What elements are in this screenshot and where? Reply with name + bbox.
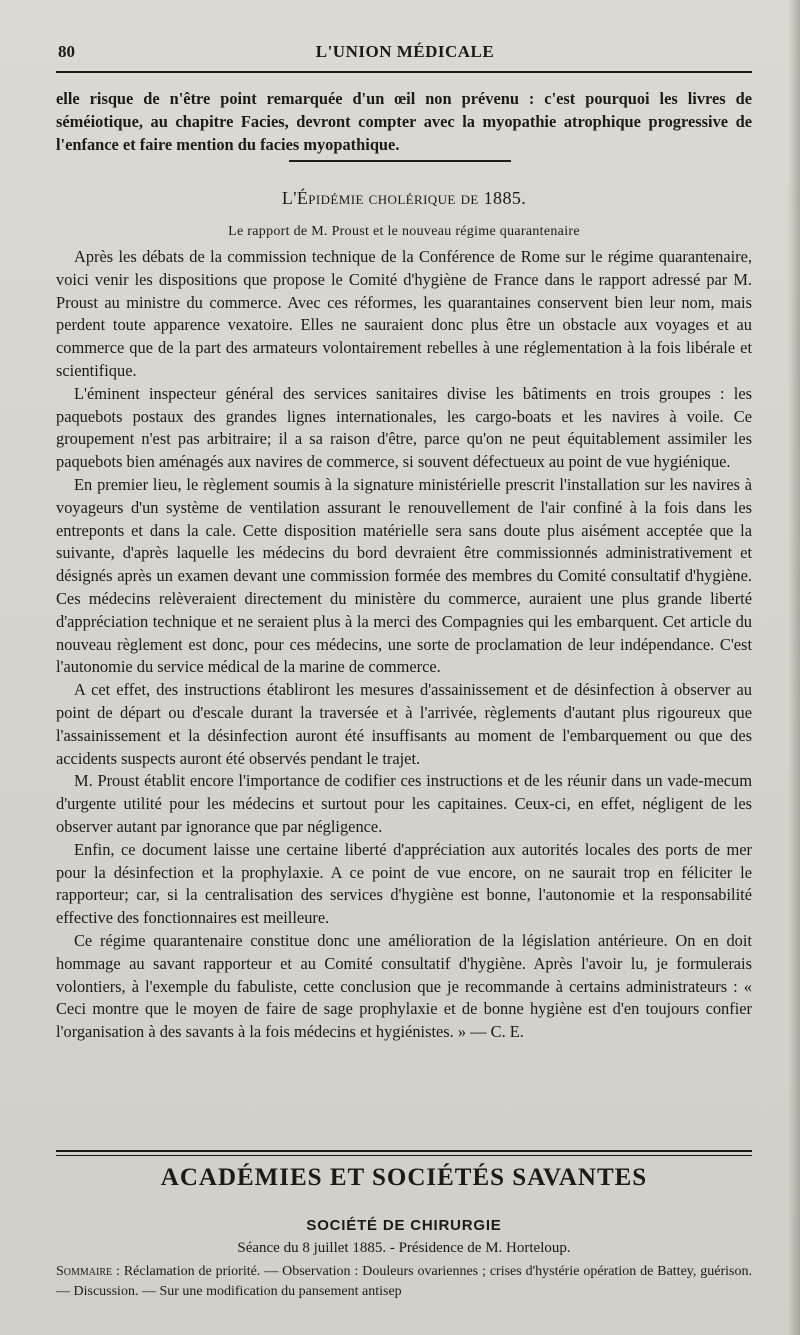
seance-line: Séance du 8 juillet 1885. - Présidence de M. Horteloup. xyxy=(237,1240,571,1256)
paragraph: A cet effet, des instructions établiront les mesures d'assainissement et de désinfection à observer au point de départ ou d'escale durant la traversée et à l'arrivée, règlements d'autant plus rigoureux que l'assainissement et la désinfection auront été insuffisants au moment de l'embarquement ou que des accidents suspects auront été observés pendant le trajet. xyxy=(56,680,752,768)
section-double-rule-bottom xyxy=(56,1155,752,1156)
article-body xyxy=(56,246,752,1044)
separator-rule xyxy=(289,160,511,162)
society-name: SOCIÉTÉ DE CHIRURGIE xyxy=(306,1217,502,1234)
paragraph: En premier lieu, le règlement soumis à la signature ministérielle prescrit l'installation sur les navires à voyageurs d'un système de ventilation assurant le renouvellement de l'air confiné à la fois dans les entreponts et dans la cale. Cette disposition matérielle sera sans doute plus aisément acceptée que la suivante, d'après laquelle les médecins du bord devraient être commissionnés administrativement et désignés après un examen devant une commission formée des membres du Comité consultatif d'hygiène. Ces médecins relèveraient directement du ministère du commerce, auraient une plus grande liberté d'appréciation technique et ne seraient plus à la merci des Compagnies qui les embarquent. Cet article du nouveau règlement est donc, pour ces médecins, une sorte de proclamation de leur indépendance. C'est l'autonomie du service médical de la marine de commerce. xyxy=(56,474,752,677)
section-double-rule-top xyxy=(56,1150,752,1152)
paragraph: Ce régime quarantenaire constitue donc une amélioration de la législation antérieure. On en doit hommage au savant rapporteur et au Comité consultatif d'hygiène. Après l'avoir lu, je formulerais volontiers, à l'exemple du fabuliste, cette conclusion que je recommande à certains administrateurs : « Ceci montre que le moyen de faire de sage prophylaxie et de bonne hygiène est d'en toujours confier l'organisation à des savants à la fois médecins et hygiénistes. » — C. E. xyxy=(56,930,752,1042)
section-title: ACADÉMIES ET SOCIÉTÉS SAVANTES xyxy=(160,1164,648,1191)
paragraph: M. Proust établit encore l'importance de codifier ces instructions et de les réunir dans un vade-mecum d'urgente utilité pour les médecins et surtout pour les capitaines. Ceux-ci, en effet, négligent de les observer autant par ignorance que par négligence. xyxy=(56,771,752,836)
article-title xyxy=(56,188,752,209)
paragraph: Après les débats de la commission technique de la Conférence de Rome sur le régime quarantenaire, voici venir les dispositions que propose le Comité d'hygiène de France dans le rapport adressé par M. Proust au ministre du commerce. Avec ces réformes, les quarantaines conservent bien leur nom, mais perdent toute apparence vexatoire. Elles ne sauraient donc plus être un obstacle aux voyages et au commerce que de la part des armateurs volontairement rebelles à une réglementation à la fois libérale et scientifique. xyxy=(56,247,752,380)
journal-title: L'UNION MÉDICALE xyxy=(315,42,495,61)
page-number: 80 xyxy=(58,42,75,61)
paragraph: L'éminent inspecteur général des services sanitaires divise les bâtiments en trois groupes : les paquebots postaux des grandes lignes internationales, les cargo-boats et les navires à voile. Ce groupement n'est pas arbitraire; il a sa raison d'être, parce qu'on ne peut équitablement assimiler les paquebots bien aménagés aux navires de commerce, si souvent défectueux au point de vue hygiénique. xyxy=(56,383,752,472)
page-header xyxy=(58,42,752,68)
summary-label: Sommaire xyxy=(56,1264,113,1279)
summary xyxy=(56,1262,752,1302)
header-rule xyxy=(56,71,752,73)
summary-text: : Réclamation de priorité. — Observation : Douleurs ovariennes ; crises d'hystérie opération de Battey, guérison. — Discussion. — Sur une modification du pansement antisep xyxy=(56,1264,752,1299)
paragraph: Enfin, ce document laisse une certaine liberté d'appréciation aux autorités locales des ports de mer pour la désinfection et la prophylaxie. A ce point de vue encore, on ne saurait trop en féliciter le rapporteur; car, si la centralisation des services d'hygiène est bonne, l'autonomie et la responsabilité effective des fonctionnaires est meilleure. xyxy=(56,839,752,928)
page-edge-shadow xyxy=(788,0,800,1335)
intro-paragraph xyxy=(56,88,752,156)
article-subtitle: Le rapport de M. Proust et le nouveau régime quarantenaire xyxy=(228,224,580,239)
intro-text: elle risque de n'être point remarquée d'un œil non prévenu : c'est pourquoi les livres de séméiotique, au chapitre Facies, devront compter avec la myopathie atrophique progressive de l'enfance et faire mention du facies myopathique. xyxy=(56,89,752,154)
article-title-text: L'Épidémie cholérique de 1885. xyxy=(281,188,527,208)
